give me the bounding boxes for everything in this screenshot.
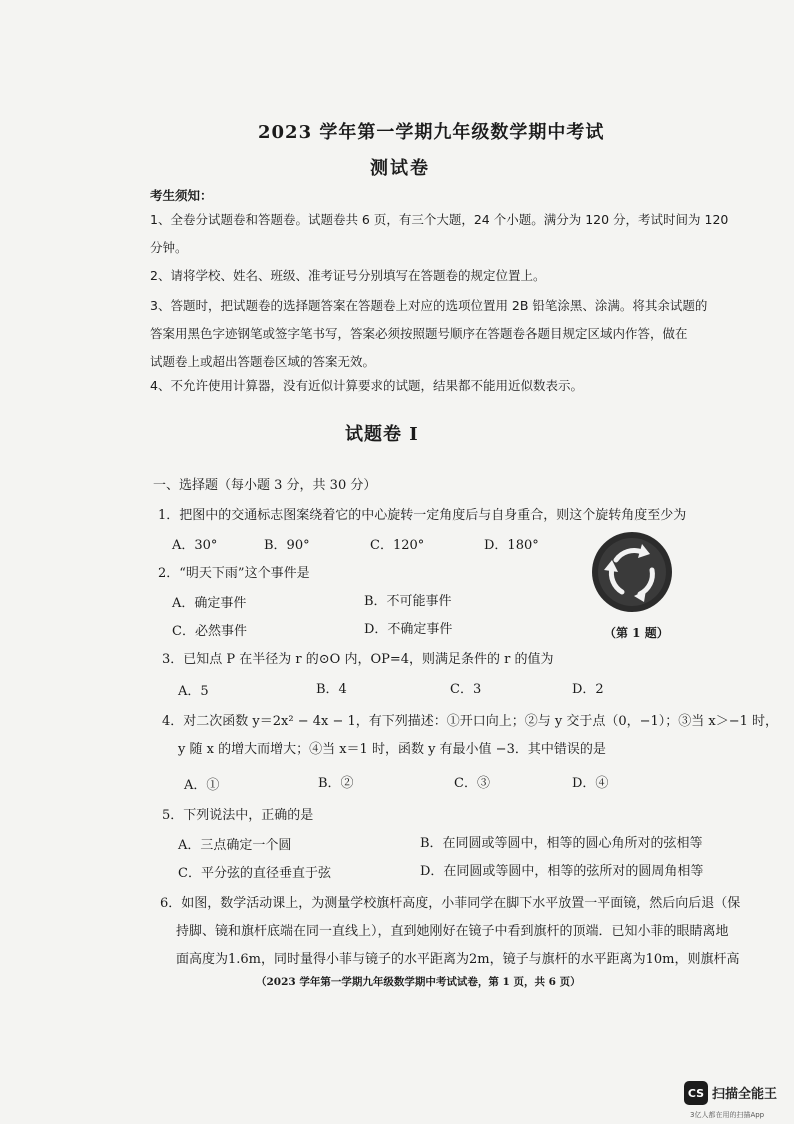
instruction-1-line1: 1、全卷分试题卷和答题卷。试题卷共 6 页，有三个大题，24 个小题。满分为 120 分，考试时间为 120 [150,212,729,227]
section-title: 试题卷 I [345,424,419,445]
instruction-1-line2: 分钟。 [150,240,188,255]
question-3-stem: 3．已知点 P 在半径为 r 的⊙O 内，OP=4，则满足条件的 r 的值为 [162,652,554,667]
question-6-stem-line2: 持脚、镜和旗杆底端在同一直线上），直到她刚好在镜子中看到旗杆的顶端．已知小菲的眼睛离地 [176,924,729,939]
question-2-stem: 2．“明天下雨”这个事件是 [158,566,310,581]
question-1-stem: 1．把图中的交通标志图案绕着它的中心旋转一定角度后与自身重合，则这个旋转角度至少为 [158,508,687,523]
q2-option-d: D．不确定事件 [364,622,453,637]
instructions-heading: 考生须知： [150,188,213,203]
instruction-3-line1: 3、答题时，把试题卷的选择题答案在答题卷上对应的选项位置用 2B 铅笔涂黑、涂满。将其余试题的 [150,298,708,313]
page-footer: （2023 学年第一学期九年级数学期中考试试卷，第 1 页，共 6 页） [256,976,581,988]
q1-option-a: A．30° [172,538,218,553]
q4-option-c: C．③ [454,776,490,791]
q1-option-d: D．180° [484,538,539,553]
question-5-stem: 5．下列说法中，正确的是 [162,808,314,823]
scanner-tagline: 3亿人都在用的扫描App [690,1111,765,1119]
q2-option-b: B．不可能事件 [364,594,452,609]
q1-option-b: B．90° [264,538,310,553]
part-one-heading: 一、选择题（每小题 3 分，共 30 分） [153,478,377,493]
scanner-app-name: 扫描全能王 [712,1087,778,1102]
q2-option-a: A．确定事件 [172,596,247,611]
q5-option-d: D．在同圆或等圆中，相等的弦所对的圆周角相等 [420,864,704,879]
question-4-stem-cont: y 随 x 的增大而增大；④当 x＝1 时，函数 y 有最小值 −3．其中错误的是 [178,742,606,757]
question-4-stem: 4．对二次函数 y＝2x² − 4x − 1，有下列描述：①开口向上；②与 y 交于点（0，−1）；③当 x＞−1 时， [162,714,779,729]
scanner-logo-icon: CS [684,1081,708,1105]
q4-option-b: B．② [318,776,354,791]
question-6-stem-line1: 6．如图，数学活动课上，为测量学校旗杆高度，小菲同学在脚下水平放置一平面镜，然后向后退（保 [160,896,741,911]
instruction-3-line3: 试题卷上或超出答题卷区域的答案无效。 [150,354,376,369]
instruction-3-line2: 答案用黑色字迹钢笔或签字笔书写，答案必须按照题号顺序在答题卷各题目规定区域内作答，做在 [150,326,688,341]
figure-caption: （第 1 题） [604,626,669,640]
instruction-2: 2、请将学校、姓名、班级、准考证号分别填写在答题卷的规定位置上。 [150,268,546,283]
q3-option-c: C．3 [450,682,482,697]
instruction-4: 4、不允许使用计算器，没有近似计算要求的试题，结果都不能用近似数表示。 [150,378,583,393]
question-6-stem-line3: 面高度为1.6m，同时量得小菲与镜子的水平距离为2m，镜子与旗杆的水平距离为10m，则旗杆高 [176,952,740,967]
q5-option-a: A．三点确定一个圆 [178,838,292,853]
exam-title: 2023 学年第一学期九年级数学期中考试 [258,122,605,143]
q3-option-b: B．4 [316,682,347,697]
q1-option-c: C．120° [370,538,425,553]
q5-option-c: C．平分弦的直径垂直于弦 [178,866,331,881]
q4-option-a: A．① [184,778,220,793]
q5-option-b: B．在同圆或等圆中，相等的圆心角所对的弦相等 [420,836,703,851]
q4-option-d: D．④ [572,776,609,791]
q2-option-c: C．必然事件 [172,624,247,639]
roundabout-sign-figure [590,530,674,614]
q3-option-d: D．2 [572,682,604,697]
exam-subtitle: 测试卷 [370,158,430,179]
q3-option-a: A．5 [178,684,209,699]
